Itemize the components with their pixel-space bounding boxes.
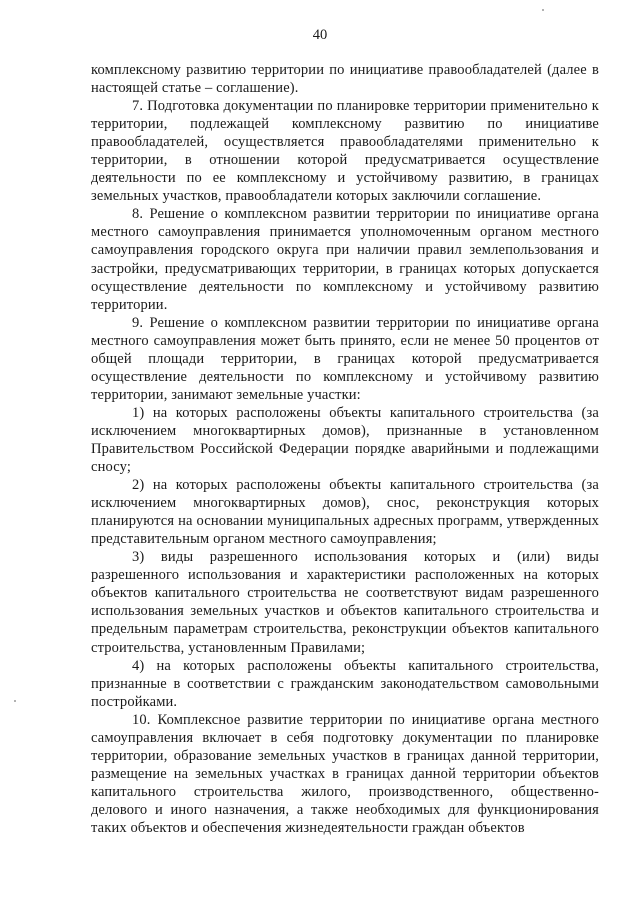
paragraph-clause-10: 10. Комплексное развитие территории по инициативе органа местного самоуправления включает в себя подготовку документации по планировке территории, образование земельных участков в границах данной территории, размещение на земельных участках в границах данной территории объектов капитального строительства жилого, производственного, общественно-делового и иного назначения, а также необходимых для функционирования таких объектов и обеспечения жизнедеятельности граждан объектов (91, 711, 599, 836)
scan-speck (14, 700, 16, 702)
paragraph-clause-8: 8. Решение о комплексном развитии территории по инициативе органа местного самоуправления принимается уполномоченным органом местного самоуправления городского округа при наличии правил землепользования и застройки, предусматривающих территории, в границах которых допускается осуществление деятельности по комплексному и устойчивому развитию территории. (91, 206, 599, 313)
paragraph-continuation: комплексному развитию территории по инициативе правообладателей (далее в настоящей статье – соглашение). (91, 62, 599, 97)
page-number: 40 (312, 27, 328, 43)
paragraph-clause-9: 9. Решение о комплексном развитии территории по инициативе органа местного самоуправления может быть принято, если не менее 50 процентов от общей площади территории, в границах которой предусматривается осуществление деятельности по комплексному и устойчивому развитию территории, занимают земельные участки: (91, 314, 599, 403)
paragraph-clause-7: 7. Подготовка документации по планировке территории применительно к территории, подлежащей комплексному развитию по инициативе правообладателей, осуществляется правообладателями применительно к территории, в отношении которой предусматривается осуществление деятельности по ее комплексному и устойчивому развитию, в границах земельных участков, правообладатели которых заключили соглашение. (91, 98, 599, 205)
scan-speck (542, 9, 544, 11)
list-item-4: 4) на которых расположены объекты капитального строительства, признанные в соответствии с гражданским законодательством самовольными постройками. (91, 657, 599, 710)
list-item-2: 2) на которых расположены объекты капитального строительства (за исключением многоквартирных домов), снос, реконструкция которых планируются на основании муниципальных адресных программ, утвержденных представительным органом местного самоуправления; (91, 477, 599, 548)
list-item-3: 3) виды разрешенного использования которых и (или) виды разрешенного использования и характеристики расположенных на которых объектов капитального строительства не соответствуют видам разрешенного использования земельных участков и объектов капитального строительства и предельным параметрам строительства, реконструкции объектов капитального строительства, установленным Правилами; (91, 549, 599, 656)
list-item-1: 1) на которых расположены объекты капитального строительства (за исключением многоквартирных домов), признанные в установленном Правительством Российской Федерации порядке аварийными и подлежащими сносу; (91, 404, 599, 476)
document-body (91, 61, 599, 837)
